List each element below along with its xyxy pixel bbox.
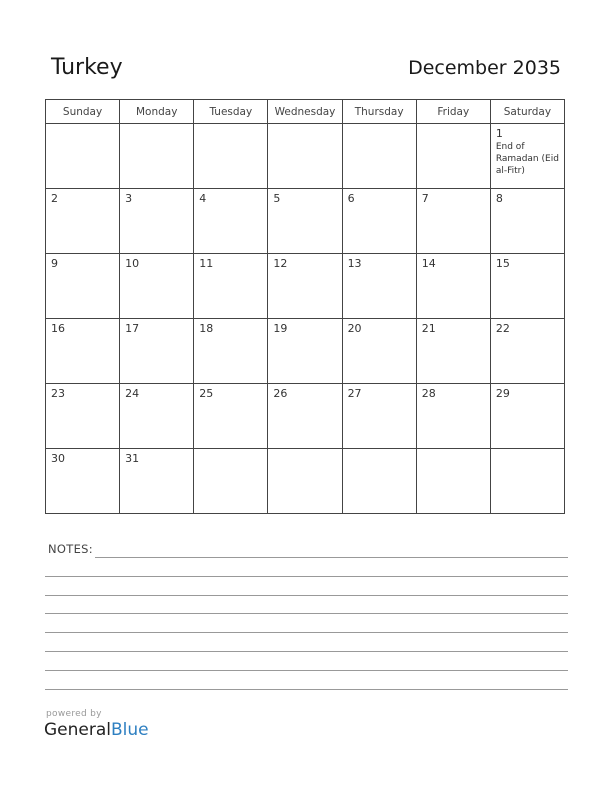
- notes-line: [45, 632, 568, 633]
- day-number: [491, 449, 564, 452]
- week-row: [46, 254, 565, 319]
- brand-blue: Blue: [111, 720, 149, 740]
- day-number: 24: [125, 387, 140, 400]
- notes-line: [95, 557, 568, 558]
- day-number: 8: [495, 192, 503, 205]
- day-number: 10: [125, 257, 140, 270]
- day-cell: [342, 189, 416, 254]
- day-cell: [46, 189, 120, 254]
- day-cell: [268, 254, 342, 319]
- day-number: 13: [347, 257, 362, 270]
- powered-by-text: powered by: [46, 709, 102, 719]
- day-number: 18: [199, 322, 214, 335]
- notes-line: [45, 651, 568, 652]
- weekday-header-thursday: Thursday: [342, 100, 416, 124]
- day-cell: [342, 124, 416, 189]
- day-cell: [46, 124, 120, 189]
- day-cell: [120, 449, 194, 514]
- day-cell: [490, 189, 564, 254]
- notes-line: [45, 576, 568, 577]
- day-cell: [268, 319, 342, 384]
- day-number: 7: [421, 192, 429, 205]
- day-number: 2: [51, 192, 58, 205]
- day-number: 30: [51, 452, 65, 465]
- day-number: 19: [273, 322, 288, 335]
- day-cell: [194, 254, 268, 319]
- day-number: 11: [199, 257, 214, 270]
- day-number: 29: [495, 387, 510, 400]
- day-number: 15: [495, 257, 510, 270]
- day-number: 3: [125, 192, 133, 205]
- day-number: 6: [347, 192, 355, 205]
- day-cell: [120, 254, 194, 319]
- day-number: 16: [51, 322, 65, 335]
- day-cell: [342, 384, 416, 449]
- day-number: 21: [421, 322, 436, 335]
- day-cell: [416, 384, 490, 449]
- day-cell: [416, 254, 490, 319]
- day-cell: [490, 449, 564, 514]
- country-title: Turkey: [51, 55, 123, 80]
- day-cell: [120, 124, 194, 189]
- day-cell: [194, 319, 268, 384]
- day-cell: [490, 384, 564, 449]
- day-cell: [268, 189, 342, 254]
- day-number: [194, 124, 267, 127]
- day-number: [46, 124, 119, 127]
- day-cell: [46, 449, 120, 514]
- day-number: 9: [51, 257, 58, 270]
- day-cell: [194, 189, 268, 254]
- weekday-header-sunday: Sunday: [46, 100, 120, 124]
- day-cell: [46, 254, 120, 319]
- day-number: [417, 449, 490, 452]
- holiday-event: End of Ramadan (Eid al-Fitr): [495, 142, 559, 176]
- notes-line: [45, 595, 568, 596]
- day-cell: [416, 124, 490, 189]
- weekday-header-friday: Friday: [416, 100, 490, 124]
- notes-label: NOTES:: [48, 542, 93, 556]
- brand-general: General: [44, 720, 111, 740]
- day-number: 1: [495, 127, 503, 140]
- day-number: 22: [495, 322, 510, 335]
- day-cell: [120, 319, 194, 384]
- day-number: 5: [273, 192, 281, 205]
- day-number: 4: [199, 192, 207, 205]
- day-cell: [342, 254, 416, 319]
- day-cell: [490, 124, 564, 189]
- day-number: 17: [125, 322, 140, 335]
- notes-line: [45, 670, 568, 671]
- day-cell: [46, 384, 120, 449]
- day-cell: [194, 124, 268, 189]
- day-cell: [194, 449, 268, 514]
- weekday-header-row: [46, 100, 565, 124]
- day-number: 28: [421, 387, 436, 400]
- weekday-header-tuesday: Tuesday: [194, 100, 268, 124]
- day-number: 14: [421, 257, 436, 270]
- day-cell: [416, 449, 490, 514]
- day-number: 26: [273, 387, 288, 400]
- week-row: [46, 384, 565, 449]
- day-number: 27: [347, 387, 362, 400]
- day-cell: [194, 384, 268, 449]
- notes-line: [45, 613, 568, 614]
- day-number: 12: [273, 257, 288, 270]
- week-row: [46, 124, 565, 189]
- day-number: [417, 124, 490, 127]
- week-row: [46, 189, 565, 254]
- day-number: 25: [199, 387, 214, 400]
- weekday-header-wednesday: Wednesday: [268, 100, 342, 124]
- generalblue-logo[interactable]: [44, 720, 149, 740]
- weekday-header-saturday: Saturday: [490, 100, 564, 124]
- day-cell: [342, 449, 416, 514]
- day-cell: [268, 124, 342, 189]
- day-number: 23: [51, 387, 65, 400]
- day-number: 31: [125, 452, 140, 465]
- weekday-header-monday: Monday: [120, 100, 194, 124]
- month-year-title: December 2035: [408, 57, 561, 79]
- day-cell: [490, 254, 564, 319]
- day-number: 20: [347, 322, 362, 335]
- day-number: [120, 124, 193, 127]
- day-number: [268, 449, 341, 452]
- calendar-grid: [45, 99, 565, 514]
- day-number: [343, 124, 416, 127]
- week-row: [46, 319, 565, 384]
- day-cell: [490, 319, 564, 384]
- day-cell: [46, 319, 120, 384]
- day-cell: [120, 189, 194, 254]
- day-cell: [268, 384, 342, 449]
- day-number: [343, 449, 416, 452]
- week-row: [46, 449, 565, 514]
- day-number: [194, 449, 267, 452]
- day-cell: [416, 319, 490, 384]
- notes-line: [45, 689, 568, 690]
- day-number: [268, 124, 341, 127]
- day-cell: [342, 319, 416, 384]
- day-cell: [268, 449, 342, 514]
- day-cell: [416, 189, 490, 254]
- day-cell: [120, 384, 194, 449]
